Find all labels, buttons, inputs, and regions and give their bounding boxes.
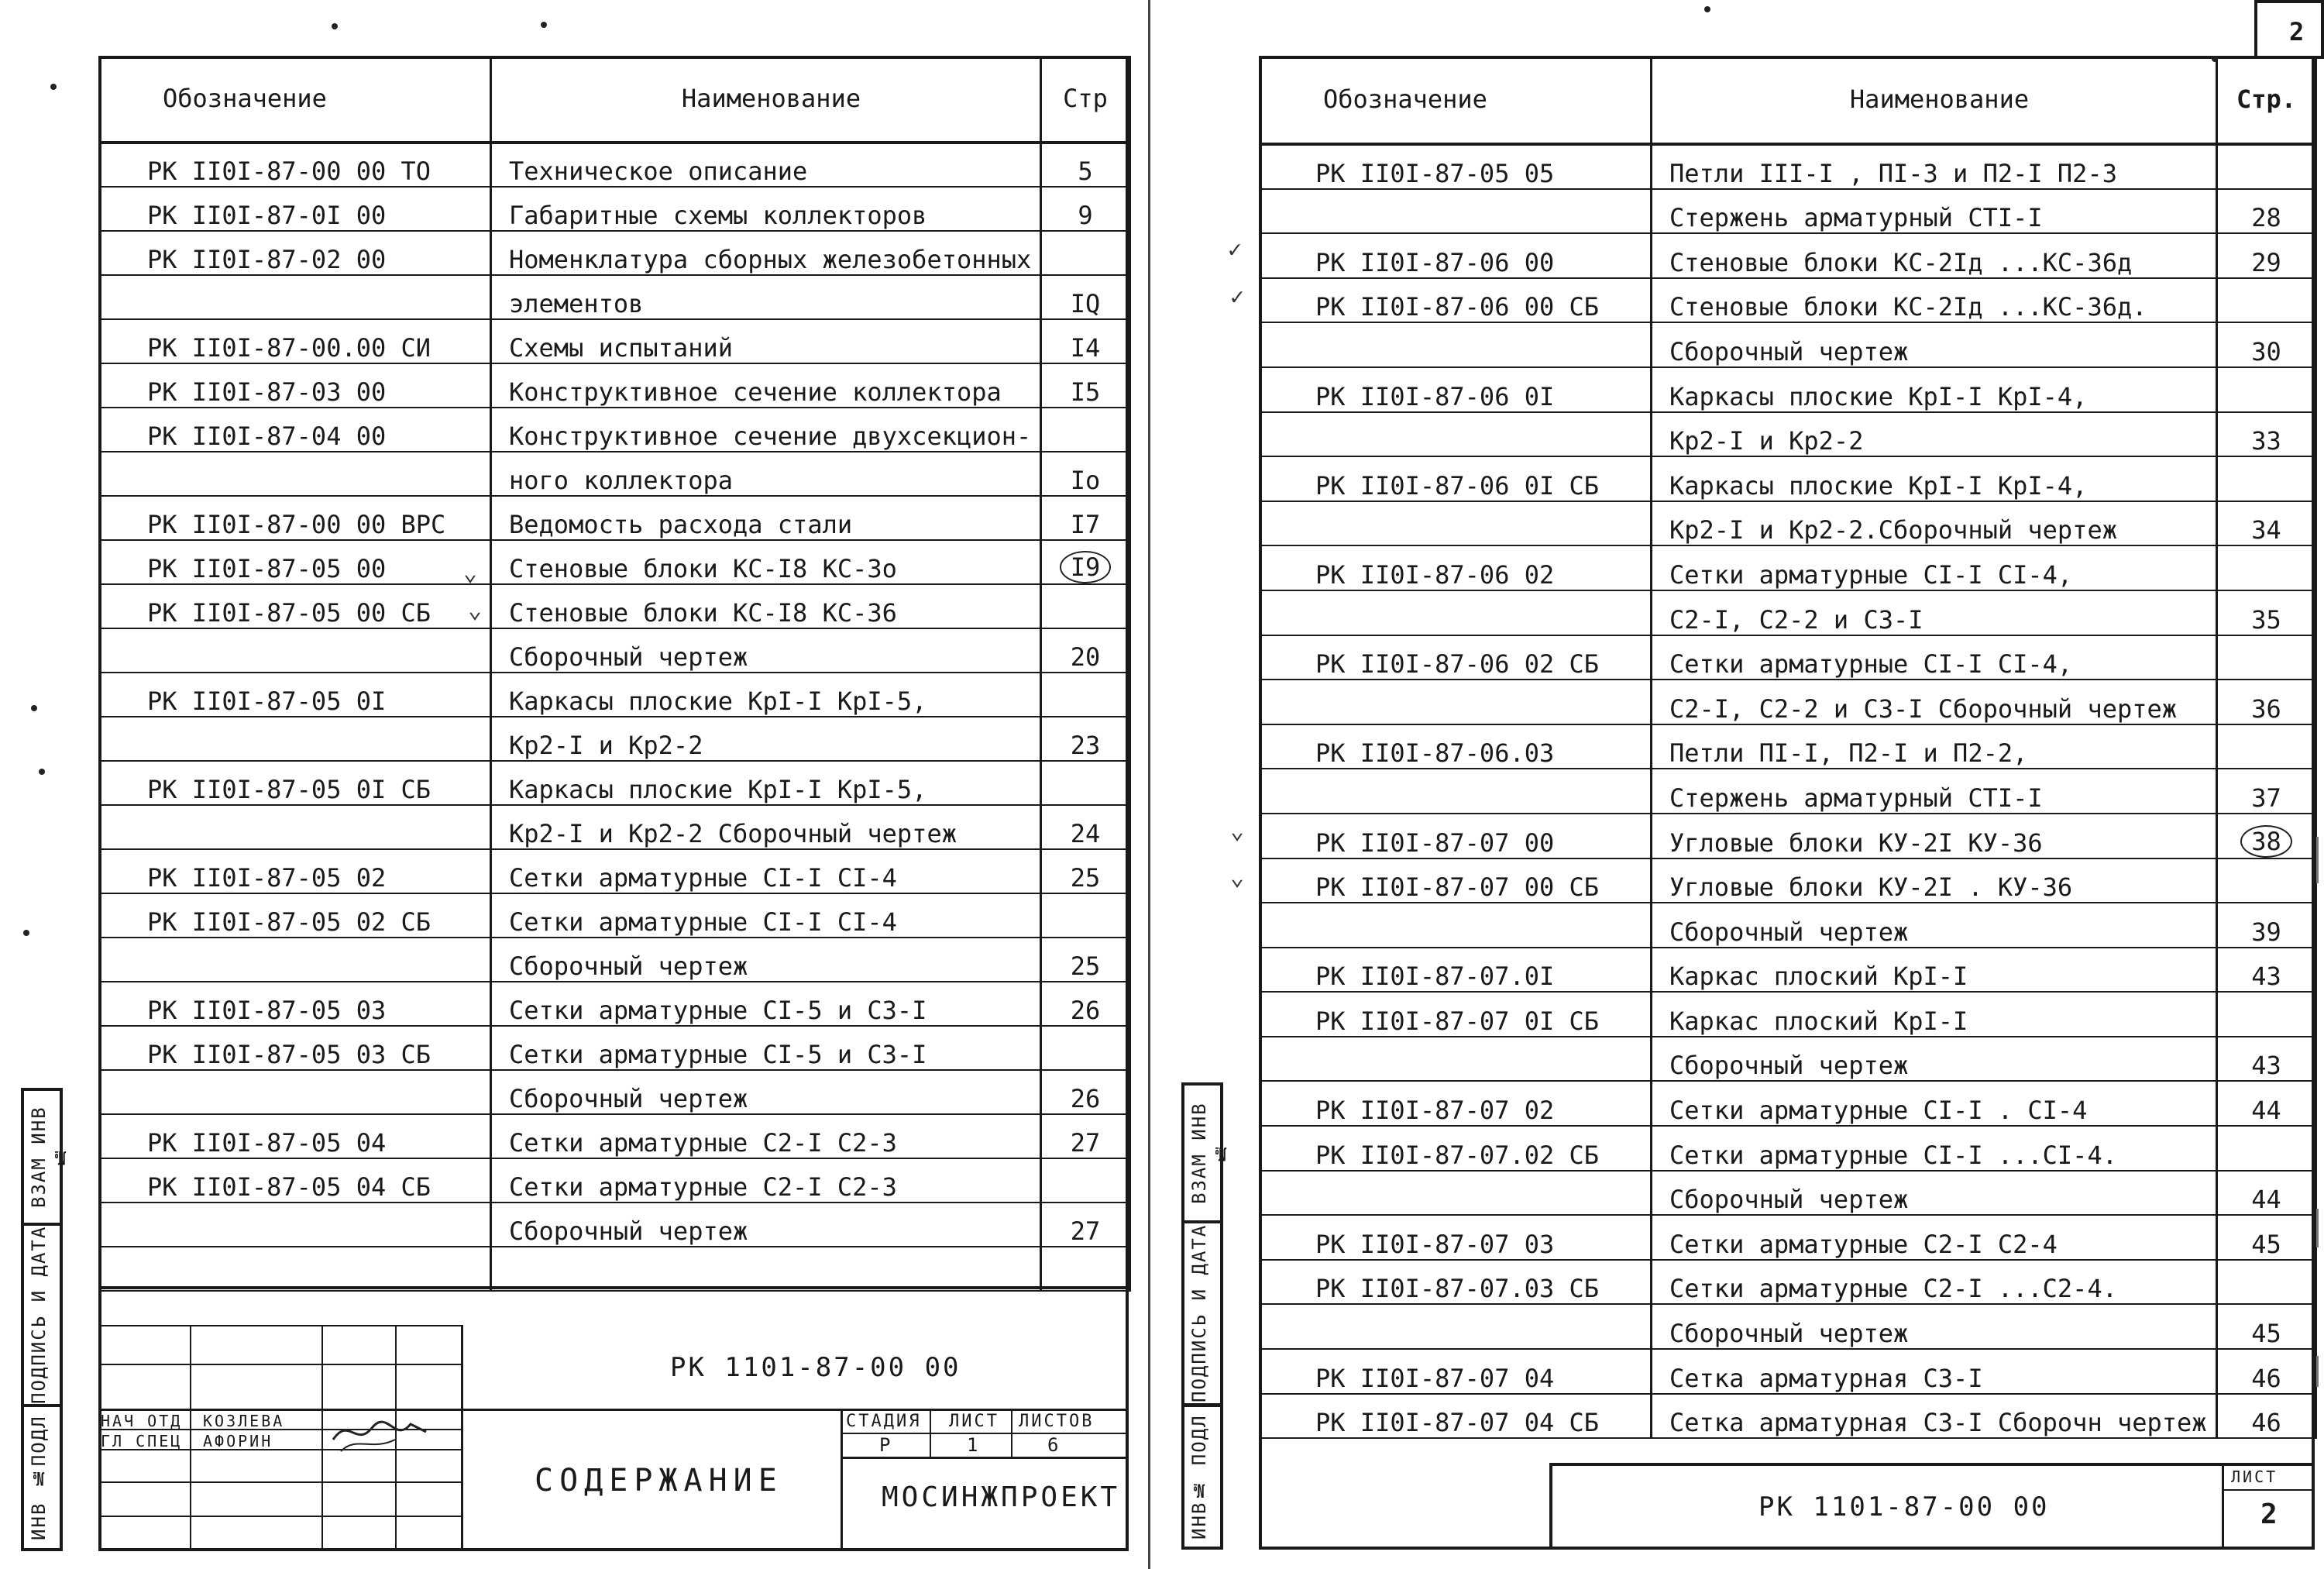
- row-designation: РК II0I-87-07.0I: [1260, 948, 1652, 993]
- row-designation: РК II0I-87-02 00: [100, 231, 491, 275]
- row-designation: РК II0I-87-00 00 ВРС: [100, 496, 491, 540]
- row-page: I4: [1041, 319, 1130, 363]
- row-designation: [1260, 769, 1652, 814]
- row-name: Сетки арматурные CI-5 и C3-I: [491, 982, 1041, 1026]
- row-page: [1041, 540, 1130, 584]
- row-page: 28: [2217, 189, 2316, 234]
- row-page: 45: [2217, 1215, 2316, 1260]
- table-row: [1260, 1394, 2316, 1439]
- row-page: [2217, 1260, 2316, 1305]
- table-row: [1260, 992, 2316, 1037]
- table-row: [1260, 635, 2316, 680]
- left-stamp-sheet-label: ЛИСТ: [949, 1412, 999, 1431]
- row-page: 43: [2217, 948, 2316, 993]
- table-row: [1260, 367, 2316, 412]
- row-name: Сетки арматурные CI-I CI-4,: [1652, 635, 2217, 680]
- row-designation: РК II0I-87-07 02: [1260, 1081, 1652, 1126]
- row-designation: [100, 275, 491, 319]
- table-row: [100, 540, 1130, 584]
- table-row: [100, 893, 1130, 938]
- row-designation: [1260, 1304, 1652, 1349]
- table-row: [1260, 1126, 2316, 1171]
- row-name: Петли III-I , ПI-3 и П2-I П2-3: [1652, 144, 2217, 189]
- left-stamp-person2: АФОРИН: [203, 1432, 273, 1450]
- left-side-vzam-label: ВЗАМ ИНВ №: [28, 1106, 71, 1208]
- row-designation: РК II0I-87-07.02 СБ: [1260, 1126, 1652, 1171]
- row-page: 39: [2217, 903, 2316, 948]
- row-page: 9: [1041, 187, 1130, 231]
- table-row: [100, 805, 1130, 849]
- row-designation: РК II0I-87-05 0I СБ: [100, 761, 491, 805]
- row-page: 37: [2217, 769, 2316, 814]
- row-page: I7: [1041, 496, 1130, 540]
- row-name: Каркасы плоские КрI-I КрI-4,: [1652, 456, 2217, 501]
- row-page: 35: [2217, 590, 2316, 635]
- table-row: [1260, 412, 2316, 457]
- row-page: [2217, 992, 2316, 1037]
- row-name: Стеновые блоки КС-2Iд ...КС-36д.: [1652, 278, 2217, 323]
- row-name: Каркас плоский КрI-I: [1652, 992, 2217, 1037]
- row-page: 45: [2217, 1304, 2316, 1349]
- name-header: Наименование: [491, 56, 1041, 143]
- row-page: 44: [2217, 1171, 2316, 1216]
- row-name: Стеновые блоки КС-I8 КС-3о: [491, 540, 1041, 584]
- row-designation: РК II0I-87-0I 00: [100, 187, 491, 231]
- right-stamp-sheet-label: ЛИСТ: [2231, 1467, 2278, 1486]
- row-name: Сетки арматурные CI-I . CI-4: [1652, 1081, 2217, 1126]
- row-designation: РК II0I-87-05 00: [100, 540, 491, 584]
- page-header: Стр: [1041, 56, 1130, 143]
- table-row: [100, 408, 1130, 452]
- right-name-header: Наименование: [1652, 56, 2217, 144]
- table-row: [100, 761, 1130, 805]
- row-designation: РК II0I-87-07 04: [1260, 1349, 1652, 1394]
- right-top-sheet-number: 2: [2289, 17, 2305, 46]
- left-stamp-sheets-label: ЛИСТОВ: [1019, 1412, 1095, 1431]
- table-row: [100, 1158, 1130, 1203]
- table-row: [100, 275, 1130, 319]
- right-side-inv-label: ИНВ№ ПОДЛ: [1188, 1414, 1210, 1540]
- table-row: [100, 319, 1130, 363]
- row-designation: РК II0I-87-06 0I: [1260, 367, 1652, 412]
- row-designation: РК II0I-87-07 00 СБ: [1260, 858, 1652, 903]
- left-side-sign-label: ПОДПИСЬ И ДАТА: [28, 1225, 50, 1405]
- row-page: [2217, 144, 2316, 189]
- row-designation: РК II0I-87-00 00 ТО: [100, 143, 491, 187]
- row-designation: РК II0I-87-05 03 СБ: [100, 1026, 491, 1070]
- right-sheet: 2 Обозначение Наименование Стр. РК II0I-87-05 05 Петли III-I , ПI-3 и П2-I П2-3 Стержень арматурный СТI-I 28 РК II0I-87-06 00 Стеновые блоки КС-2Iд ...КС-36д 29 РК II0I-87-06 00 СБ Стеновые блоки КС-2Iд ...КС-36д. Сборочный чертеж 30 РК II0I-87-06 0I Каркасы плоские КрI-I КрI-4, Кр2-I и Кр2-2 33 РК II0I-87-06 0I СБ Каркасы плоские КрI-I КрI-4, Кр2-I и Кр2-2.Сборочный чертеж 34 РК II0I-87-06 02 Сетки арматурные CI-I CI-4, С2-I, С2-2 и С3-I 35 РК II0I-87-06 02 СБ Сетки арматурные CI-I CI-4, С2-I, С2-2 и С3-I Сборочный чертеж 36 РК II0I-87-06.03 Петли ПI-I, П2-I и П2-2, Стержень арматурный СТI-I 37 РК II0I-87-07 00 Угловые блоки КУ-2I КУ-36 38 РК II0I-87-07 00 СБ Угловые блоки КУ-2I . КУ-36 Сборочный чертеж 39 РК II0I-87-07.0I Каркас плоский КрI-I 43 РК II0I-87-07 0I СБ Каркас плоский КрI-I Сборочный чертеж 43 РК II0I-87-07 02 Сетки арматурные CI-I . CI-4 44 РК II0I-87-07.02 СБ Сетки арматурные CI-I ...CI-4. Сборочный чертеж 44 РК II0I-87-07 03 Сетки арматурные С2-I С2-4 45 РК II0I-87-07.03 СБ Сетки арматурные С2-I ...С2-4. Сборочный чертеж 45 РК II0I-87-07 04 Сетка арматурная С3-I 46 РК II0I-87-07 04 СБ Сетка арматурная С3-I Сборочн чертеж 46 ИНВ№ ПОДЛ ПОДПИСЬ И ДАТА ВЗАМ ИНВ № РК 1101-87-00 00 ЛИСТ 2 ✓ ✓ ⌄ ⌄: [1162, 0, 2324, 1569]
- row-designation: [1260, 1171, 1652, 1216]
- row-designation: РК II0I-87-06 0I СБ: [1260, 456, 1652, 501]
- row-name: Конструктивное сечение коллектора: [491, 363, 1041, 408]
- row-name: Сетки арматурные CI-5 и C3-I: [491, 1026, 1041, 1070]
- row-page: [1041, 231, 1130, 275]
- row-designation: РК II0I-87-05 02: [100, 849, 491, 893]
- row-name: Сборочный чертеж: [1652, 903, 2217, 948]
- left-stamp-stage: Р: [879, 1434, 893, 1456]
- row-designation: [1260, 412, 1652, 457]
- table-row: [1260, 590, 2316, 635]
- row-name: Сетка арматурная С3-I: [1652, 1349, 2217, 1394]
- row-designation: [1260, 322, 1652, 367]
- table-row: [100, 849, 1130, 893]
- row-designation: РК II0I-87-07 00: [1260, 814, 1652, 858]
- row-name: ного коллектора: [491, 452, 1041, 496]
- signature-scribble: [325, 1409, 434, 1455]
- table-row: [100, 452, 1130, 496]
- row-name: Сетки арматурные CI-I ...CI-4.: [1652, 1126, 2217, 1171]
- table-row: [100, 496, 1130, 540]
- table-row: [100, 143, 1130, 187]
- left-stamp-role1: НАЧ ОТД: [101, 1412, 183, 1430]
- row-page: [1041, 408, 1130, 452]
- table-row: [1260, 680, 2316, 724]
- row-designation: РК II0I-87-06 00 СБ: [1260, 278, 1652, 323]
- left-sheet: Обозначение Наименование Стр РК II0I-87-00 00 ТО Техническое описание 5 РК II0I-87-0I 00 Габаритные схемы коллекторов 9 РК II0I-87-02 00 Номенклатура сборных железобетонных элементов IQ РК II0I-87-00.00 СИ Схемы испытаний I4 РК II0I-87-03 00 Конструктивное сечение коллектора I5 РК II0I-87-04 00 Конструктивное сечение двухсекцион- ного коллектора Io РК II0I-87-00 00 ВРС Ведомость расхода стали I7 РК II0I-87-05 00 Стеновые блоки КС-I8 КС-3о I9 РК II0I-87-05 00 СБ Стеновые блоки КС-I8 КС-36 Сборочный чертеж 20 РК II0I-87-05 0I Каркасы плоские КрI-I КрI-5, Кр2-I и Кр2-2 23 РК II0I-87-05 0I СБ Каркасы плоские КрI-I КрI-5, Кр2-I и Кр2-2 Сборочный чертеж 24 РК II0I-87-05 02 Сетки арматурные CI-I CI-4 25 РК II0I-87-05 02 СБ Сетки арматурные CI-I CI-4 Сборочный чертеж 25 РК II0I-87-05 03 Сетки арматурные CI-5 и C3-I 26 РК II0I-87-05 03 СБ Сетки арматурные CI-5 и C3-I Сборочный чертеж 26 РК II0I-87-05 04 Сетки арматурные С2-I С2-3 27 РК II0I-87-05 04 СБ Сетки арматурные С2-I С2-3 Сборочный чертеж 27 ИНВ №ПОДЛ ПОДПИСЬ И ДАТА ВЗАМ ИНВ № РК 1101-87-00 00 СОДЕРЖАНИЕ НАЧ ОТД КОЗЛЕВА ГЛ СПЕЦ АФОРИН СТАДИЯ ЛИСТ ЛИСТОВ Р 1 6 МОСИНЖПРОЕКТ ⌄ ⌄: [0, 0, 1147, 1569]
- row-page: [2217, 814, 2316, 858]
- row-page: 27: [1041, 1114, 1130, 1158]
- row-page: 25: [1041, 938, 1130, 982]
- left-side-inv-label: ИНВ №ПОДЛ: [28, 1415, 50, 1541]
- table-row: [100, 1070, 1130, 1114]
- row-designation: [100, 717, 491, 761]
- table-row: [1260, 724, 2316, 769]
- row-name: Стеновые блоки КС-2Iд ...КС-36д: [1652, 233, 2217, 278]
- row-name: Сетки арматурные CI-I CI-4: [491, 893, 1041, 938]
- left-stamp-sheet: 1: [967, 1434, 981, 1456]
- row-name: Сетки арматурные CI-I CI-4: [491, 849, 1041, 893]
- row-page: 36: [2217, 680, 2316, 724]
- left-stamp-title: СОДЕРЖАНИЕ: [535, 1463, 783, 1498]
- table-row: [1260, 948, 2316, 993]
- row-designation: [1260, 590, 1652, 635]
- left-stamp-stage-label: СТАДИЯ: [846, 1412, 922, 1431]
- right-stamp-doc-code: РК 1101-87-00 00: [1758, 1492, 2050, 1523]
- table-row: [1260, 769, 2316, 814]
- row-name: Стеновые блоки КС-I8 КС-36: [491, 584, 1041, 628]
- right-contents-table: [1259, 56, 2317, 1439]
- row-page: 44: [2217, 1081, 2316, 1126]
- table-row: [1260, 858, 2316, 903]
- row-name: Сборочный чертеж: [1652, 1037, 2217, 1082]
- circled-page-number: I9: [1060, 551, 1112, 583]
- row-page: [2217, 1126, 2316, 1171]
- table-row: [1260, 1215, 2316, 1260]
- row-name: С2-I, С2-2 и С3-I Сборочный чертеж: [1652, 680, 2217, 724]
- row-designation: [1260, 501, 1652, 546]
- row-name: Сетки арматурные CI-I CI-4,: [1652, 545, 2217, 590]
- row-page: [2217, 545, 2316, 590]
- table-row: [1260, 1081, 2316, 1126]
- table-row: [1260, 233, 2316, 278]
- row-page: [2217, 858, 2316, 903]
- row-name: Схемы испытаний: [491, 319, 1041, 363]
- right-side-vzam-label: ВЗАМ ИНВ №: [1188, 1102, 1232, 1204]
- row-page: 24: [1041, 805, 1130, 849]
- row-name: Угловые блоки КУ-2I . КУ-36: [1652, 858, 2217, 903]
- row-name: Сборочный чертеж: [1652, 322, 2217, 367]
- row-designation: [100, 452, 491, 496]
- row-name: Кр2-I и Кр2-2: [491, 717, 1041, 761]
- blank-cell: [100, 1247, 491, 1291]
- row-page: 20: [1041, 628, 1130, 673]
- table-row: [100, 187, 1130, 231]
- right-side-sign-label: ПОДПИСЬ И ДАТА: [1188, 1223, 1210, 1403]
- right-designation-header: Обозначение: [1260, 56, 1652, 144]
- table-row: [100, 628, 1130, 673]
- row-designation: [100, 628, 491, 673]
- row-designation: [1260, 903, 1652, 948]
- row-designation: РК II0I-87-05 05: [1260, 144, 1652, 189]
- row-page: I5: [1041, 363, 1130, 408]
- row-page: [2217, 456, 2316, 501]
- right-table-body: [1260, 144, 2316, 1438]
- table-row: [1260, 814, 2316, 858]
- row-designation: РК II0I-87-05 0I: [100, 673, 491, 717]
- row-designation: РК II0I-87-06 02: [1260, 545, 1652, 590]
- table-row: [1260, 903, 2316, 948]
- table-row: [100, 673, 1130, 717]
- row-name: Сборочный чертеж: [491, 1070, 1041, 1114]
- row-name: Ведомость расхода стали: [491, 496, 1041, 540]
- row-designation: [1260, 189, 1652, 234]
- row-name: Сборочный чертеж: [491, 628, 1041, 673]
- table-row: [1260, 322, 2316, 367]
- row-designation: РК II0I-87-05 00 СБ: [100, 584, 491, 628]
- row-page: [1041, 584, 1130, 628]
- row-page: [2217, 635, 2316, 680]
- row-page: Io: [1041, 452, 1130, 496]
- table-row: [1260, 1037, 2316, 1082]
- left-stamp-sheets: 6: [1047, 1434, 1061, 1456]
- row-designation: РК II0I-87-05 02 СБ: [100, 893, 491, 938]
- row-name: Петли ПI-I, П2-I и П2-2,: [1652, 724, 2217, 769]
- row-name: Сетка арматурная С3-I Сборочн чертеж: [1652, 1394, 2217, 1439]
- table-row: [100, 938, 1130, 982]
- row-page: 23: [1041, 717, 1130, 761]
- row-page: [1041, 761, 1130, 805]
- left-table-body: [100, 143, 1130, 1291]
- table-row: [1260, 1349, 2316, 1394]
- right-stamp-sheet: 2: [2260, 1498, 2280, 1530]
- row-name: С2-I, С2-2 и С3-I: [1652, 590, 2217, 635]
- row-name: Сборочный чертеж: [491, 1203, 1041, 1247]
- row-designation: РК II0I-87-06.03: [1260, 724, 1652, 769]
- row-designation: РК II0I-87-04 00: [100, 408, 491, 452]
- table-row: [100, 584, 1130, 628]
- row-designation: [100, 1070, 491, 1114]
- row-page: 43: [2217, 1037, 2316, 1082]
- designation-header: Обозначение: [100, 56, 491, 143]
- row-page: 46: [2217, 1349, 2316, 1394]
- row-name: Габаритные схемы коллекторов: [491, 187, 1041, 231]
- row-name: Сетки арматурные С2-I С2-4: [1652, 1215, 2217, 1260]
- blank-cell: [1041, 1247, 1130, 1291]
- row-page: 26: [1041, 1070, 1130, 1114]
- row-page: IQ: [1041, 275, 1130, 319]
- row-designation: [100, 805, 491, 849]
- row-name: Сетки арматурные С2-I С2-3: [491, 1114, 1041, 1158]
- row-name: Сетки арматурные С2-I С2-3: [491, 1158, 1041, 1203]
- row-designation: [100, 1203, 491, 1247]
- table-row: [100, 1114, 1130, 1158]
- table-row: [1260, 189, 2316, 234]
- row-page: 46: [2217, 1394, 2316, 1439]
- row-page: [1041, 893, 1130, 938]
- row-name: Каркас плоский КрI-I: [1652, 948, 2217, 993]
- row-page: 26: [1041, 982, 1130, 1026]
- blank-row: [100, 1247, 1130, 1291]
- row-page: [1041, 673, 1130, 717]
- row-designation: РК II0I-87-00.00 СИ: [100, 319, 491, 363]
- row-name: Кр2-I и Кр2-2: [1652, 412, 2217, 457]
- row-name: Техническое описание: [491, 143, 1041, 187]
- left-stamp-doc-code: РК 1101-87-00 00: [670, 1352, 961, 1383]
- table-row: [100, 717, 1130, 761]
- row-designation: РК II0I-87-06 00: [1260, 233, 1652, 278]
- row-name: Стержень арматурный СТI-I: [1652, 189, 2217, 234]
- row-name: Стержень арматурный СТI-I: [1652, 769, 2217, 814]
- row-page: [2217, 367, 2316, 412]
- row-name: Номенклатура сборных железобетонных: [491, 231, 1041, 275]
- table-row: [1260, 1304, 2316, 1349]
- table-row: [100, 1203, 1130, 1247]
- left-stamp-role2: ГЛ СПЕЦ: [101, 1432, 183, 1450]
- row-name: Каркасы плоские КрI-I КрI-5,: [491, 761, 1041, 805]
- row-name: Сборочный чертеж: [1652, 1171, 2217, 1216]
- row-designation: РК II0I-87-07 0I СБ: [1260, 992, 1652, 1037]
- row-name: элементов: [491, 275, 1041, 319]
- circled-page-number: 38: [2240, 825, 2292, 858]
- row-designation: РК II0I-87-07.03 СБ: [1260, 1260, 1652, 1305]
- row-designation: [1260, 1037, 1652, 1082]
- row-page: 25: [1041, 849, 1130, 893]
- row-page: [2217, 278, 2316, 323]
- row-name: Каркасы плоские КрI-I КрI-5,: [491, 673, 1041, 717]
- row-page: [2217, 724, 2316, 769]
- row-name: Сетки арматурные С2-I ...С2-4.: [1652, 1260, 2217, 1305]
- row-designation: РК II0I-87-06 02 СБ: [1260, 635, 1652, 680]
- row-designation: РК II0I-87-05 04 СБ: [100, 1158, 491, 1203]
- table-row: [1260, 1171, 2316, 1216]
- row-name: Конструктивное сечение двухсекцион-: [491, 408, 1041, 452]
- row-name: Сборочный чертеж: [1652, 1304, 2217, 1349]
- row-designation: РК II0I-87-05 04: [100, 1114, 491, 1158]
- row-page: [1041, 1158, 1130, 1203]
- left-table-header: [100, 56, 1130, 143]
- row-name: Кр2-I и Кр2-2.Сборочный чертеж: [1652, 501, 2217, 546]
- row-page: [1041, 1026, 1130, 1070]
- table-row: [1260, 456, 2316, 501]
- row-page: 29: [2217, 233, 2316, 278]
- table-row: [1260, 144, 2316, 189]
- row-name: Угловые блоки КУ-2I КУ-36: [1652, 814, 2217, 858]
- right-page-header: Стр.: [2217, 56, 2316, 144]
- table-row: [1260, 501, 2316, 546]
- table-row: [1260, 1260, 2316, 1305]
- row-name: Кр2-I и Кр2-2 Сборочный чертеж: [491, 805, 1041, 849]
- table-row: [100, 982, 1130, 1026]
- row-page: 27: [1041, 1203, 1130, 1247]
- row-page: 34: [2217, 501, 2316, 546]
- left-stamp-org: МОСИНЖПРОЕКТ: [882, 1481, 1121, 1513]
- left-stamp-person1: КОЗЛЕВА: [203, 1412, 285, 1430]
- row-designation: РК II0I-87-03 00: [100, 363, 491, 408]
- blank-cell: [491, 1247, 1041, 1291]
- row-name: Сборочный чертеж: [491, 938, 1041, 982]
- row-page: 33: [2217, 412, 2316, 457]
- row-designation: РК II0I-87-05 03: [100, 982, 491, 1026]
- right-table-header: [1260, 56, 2316, 144]
- row-name: Каркасы плоские КрI-I КрI-4,: [1652, 367, 2217, 412]
- table-row: [100, 231, 1130, 275]
- row-page: 5: [1041, 143, 1130, 187]
- table-row: [1260, 545, 2316, 590]
- row-designation: [1260, 680, 1652, 724]
- row-designation: РК II0I-87-07 03: [1260, 1215, 1652, 1260]
- table-row: [100, 1026, 1130, 1070]
- table-row: [100, 363, 1130, 408]
- row-page: 30: [2217, 322, 2316, 367]
- table-row: [1260, 278, 2316, 323]
- row-designation: РК II0I-87-07 04 СБ: [1260, 1394, 1652, 1439]
- left-contents-table: [98, 56, 1131, 1292]
- row-designation: [100, 938, 491, 982]
